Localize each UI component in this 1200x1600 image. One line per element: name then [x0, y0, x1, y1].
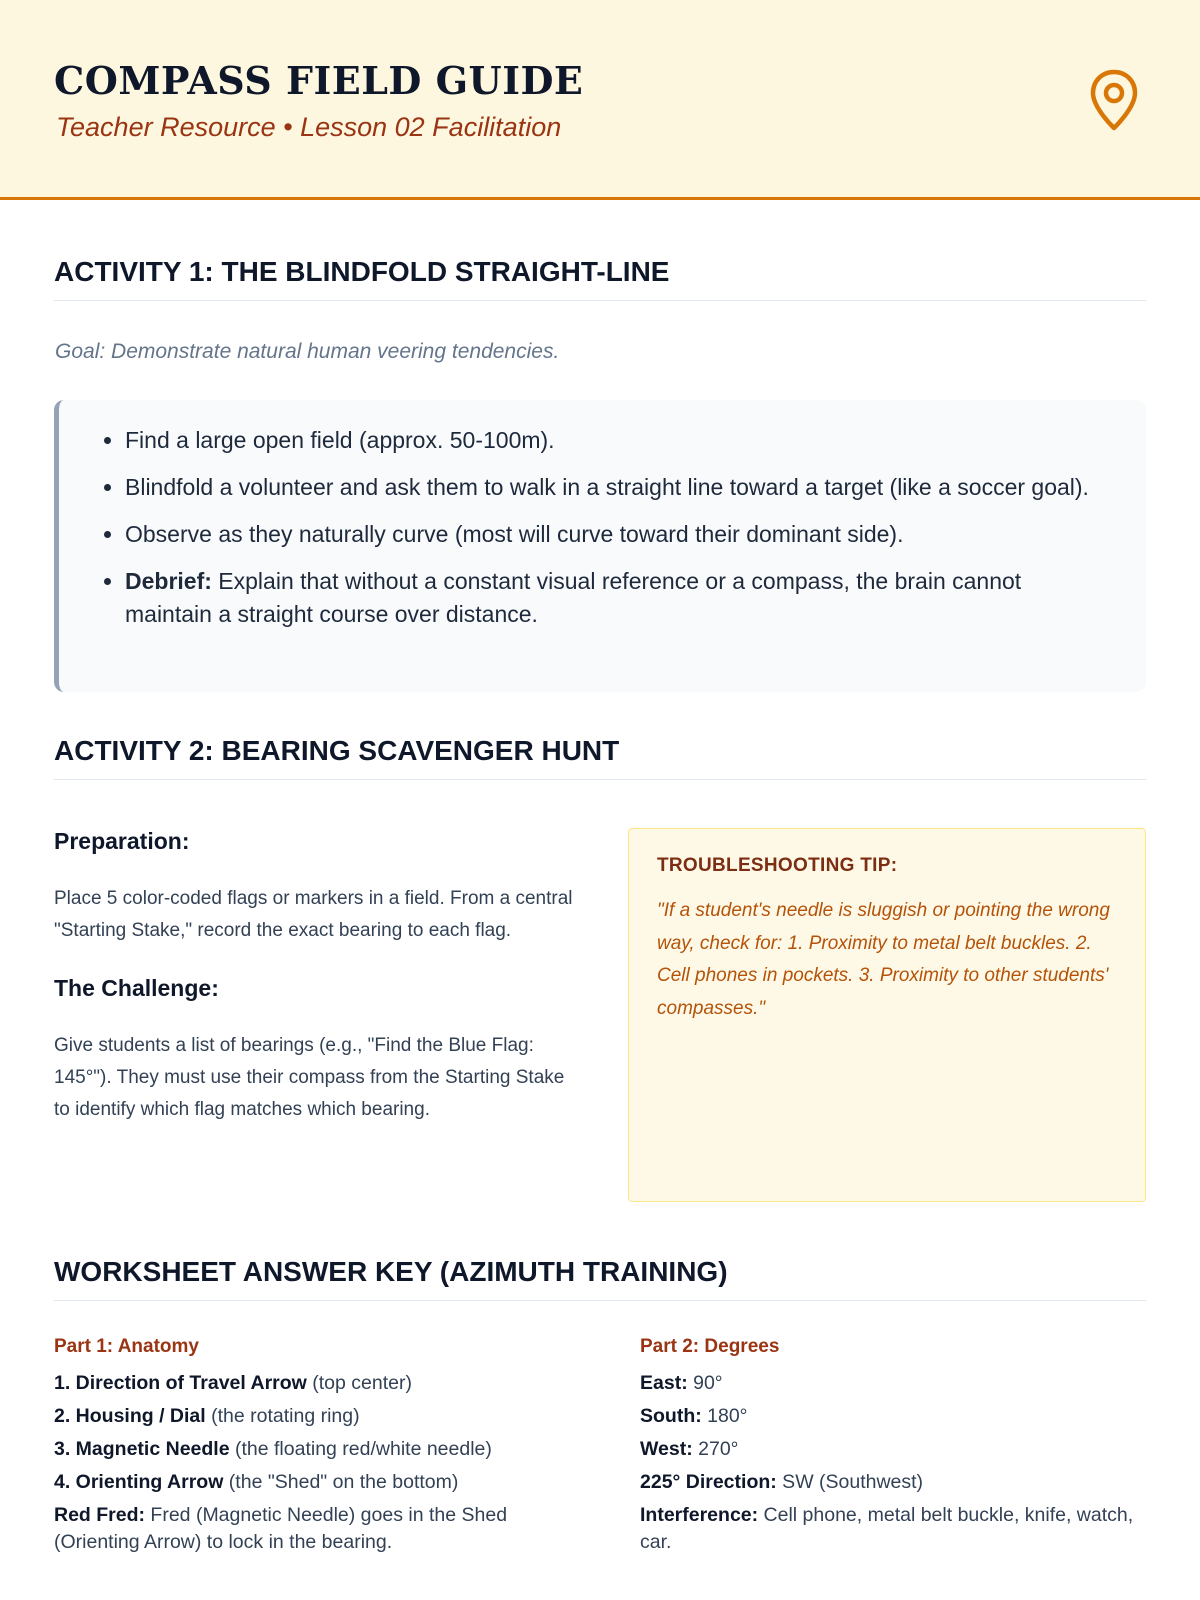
answer-detail: (the floating red/white needle)	[229, 1438, 492, 1460]
debrief-label: Debrief:	[125, 568, 212, 594]
answer-term: 225° Direction:	[640, 1471, 777, 1493]
answer-line	[640, 1370, 1140, 1397]
list-item: • Observe as they naturally curve (most will curve toward their dominant side).	[125, 518, 1106, 551]
answer-term: 3. Magnetic Needle	[54, 1438, 230, 1460]
answer-line	[54, 1370, 574, 1397]
page-title: COMPASS FIELD GUIDE	[54, 58, 584, 103]
activity1-title: ACTIVITY 1: THE BLINDFOLD STRAIGHT-LINE	[54, 256, 1146, 301]
challenge-heading: The Challenge:	[54, 975, 219, 1001]
answer-term: 1. Direction of Travel Arrow	[54, 1372, 307, 1394]
list-item: • Find a large open field (approx. 50-100m).	[125, 424, 1106, 457]
answer-detail: Fred (Magnetic Needle) goes in the Shed (Orienting Arrow) to lock in the bearing.	[54, 1504, 508, 1553]
answer-term: South:	[640, 1405, 702, 1427]
answer-line	[640, 1469, 1140, 1496]
tip-text: "If a student's needle is sluggish or pointing the wrong way, check for: 1. Proximity to metal belt buckles. 2. Cell phones in pockets. 3. Proximity to other students' compasses."	[657, 900, 1110, 1019]
challenge-text: Give students a list of bearings (e.g., "Find the Blue Flag: 145°"). They must use their compass from the Starting Stake to identify which flag matches which bearing.	[54, 1035, 565, 1120]
answer-line	[640, 1403, 1140, 1430]
activity1-goal: Goal: Demonstrate natural human veering tendencies.	[55, 340, 560, 363]
activity2-title: ACTIVITY 2: BEARING SCAVENGER HUNT	[54, 735, 1146, 780]
debrief-text: Explain that without a constant visual reference or a compass, the brain cannot maintain a straight course over distance.	[125, 568, 1022, 627]
map-pin-icon	[1088, 68, 1140, 132]
answer-term: 4. Orienting Arrow	[54, 1471, 224, 1493]
answer-key-title: WORKSHEET ANSWER KEY (AZIMUTH TRAINING)	[54, 1256, 1146, 1301]
answer-detail: 180°	[701, 1405, 748, 1427]
answer-line	[640, 1502, 1140, 1556]
part1-heading: Part 1: Anatomy	[54, 1336, 199, 1357]
activity2-instructions	[54, 828, 574, 1126]
answer-detail: Cell phone, metal belt buckle, knife, watch, car.	[640, 1504, 1134, 1553]
activity1-steps-box	[54, 400, 1146, 692]
answer-detail: 90°	[687, 1372, 723, 1394]
part2-heading: Part 2: Degrees	[640, 1336, 780, 1357]
page-subtitle: Teacher Resource • Lesson 02 Facilitation	[56, 112, 562, 142]
answer-term: West:	[640, 1438, 693, 1460]
tip-title: TROUBLESHOOTING TIP:	[657, 855, 898, 876]
activity1-steps-list	[59, 400, 1146, 631]
answer-line	[54, 1403, 574, 1430]
answer-detail: (top center)	[306, 1372, 412, 1394]
list-item-debrief	[125, 565, 1106, 631]
answer-line	[54, 1502, 574, 1556]
answer-line	[54, 1469, 574, 1496]
answer-term: Red Fred:	[54, 1504, 146, 1526]
answer-line	[640, 1436, 1140, 1463]
list-item: • Blindfold a volunteer and ask them to walk in a straight line toward a target (like a soccer goal).	[125, 471, 1106, 504]
answer-detail: 270°	[692, 1438, 739, 1460]
answer-detail: SW (Southwest)	[776, 1471, 924, 1493]
answer-term: East:	[640, 1372, 688, 1394]
answer-key-part1	[54, 1336, 574, 1562]
answer-line	[54, 1436, 574, 1463]
answer-term: Interference:	[640, 1504, 759, 1526]
answer-key-part2	[640, 1336, 1140, 1562]
answer-detail: (the "Shed" on the bottom)	[223, 1471, 459, 1493]
answer-detail: (the rotating ring)	[205, 1405, 360, 1427]
preparation-text: Place 5 color-coded flags or markers in a field. From a central "Starting Stake," record the exact bearing to each flag.	[54, 888, 573, 941]
page-header	[0, 0, 1200, 200]
preparation-heading: Preparation:	[54, 828, 190, 854]
troubleshooting-tip-box	[628, 828, 1146, 1202]
answer-term: 2. Housing / Dial	[54, 1405, 206, 1427]
